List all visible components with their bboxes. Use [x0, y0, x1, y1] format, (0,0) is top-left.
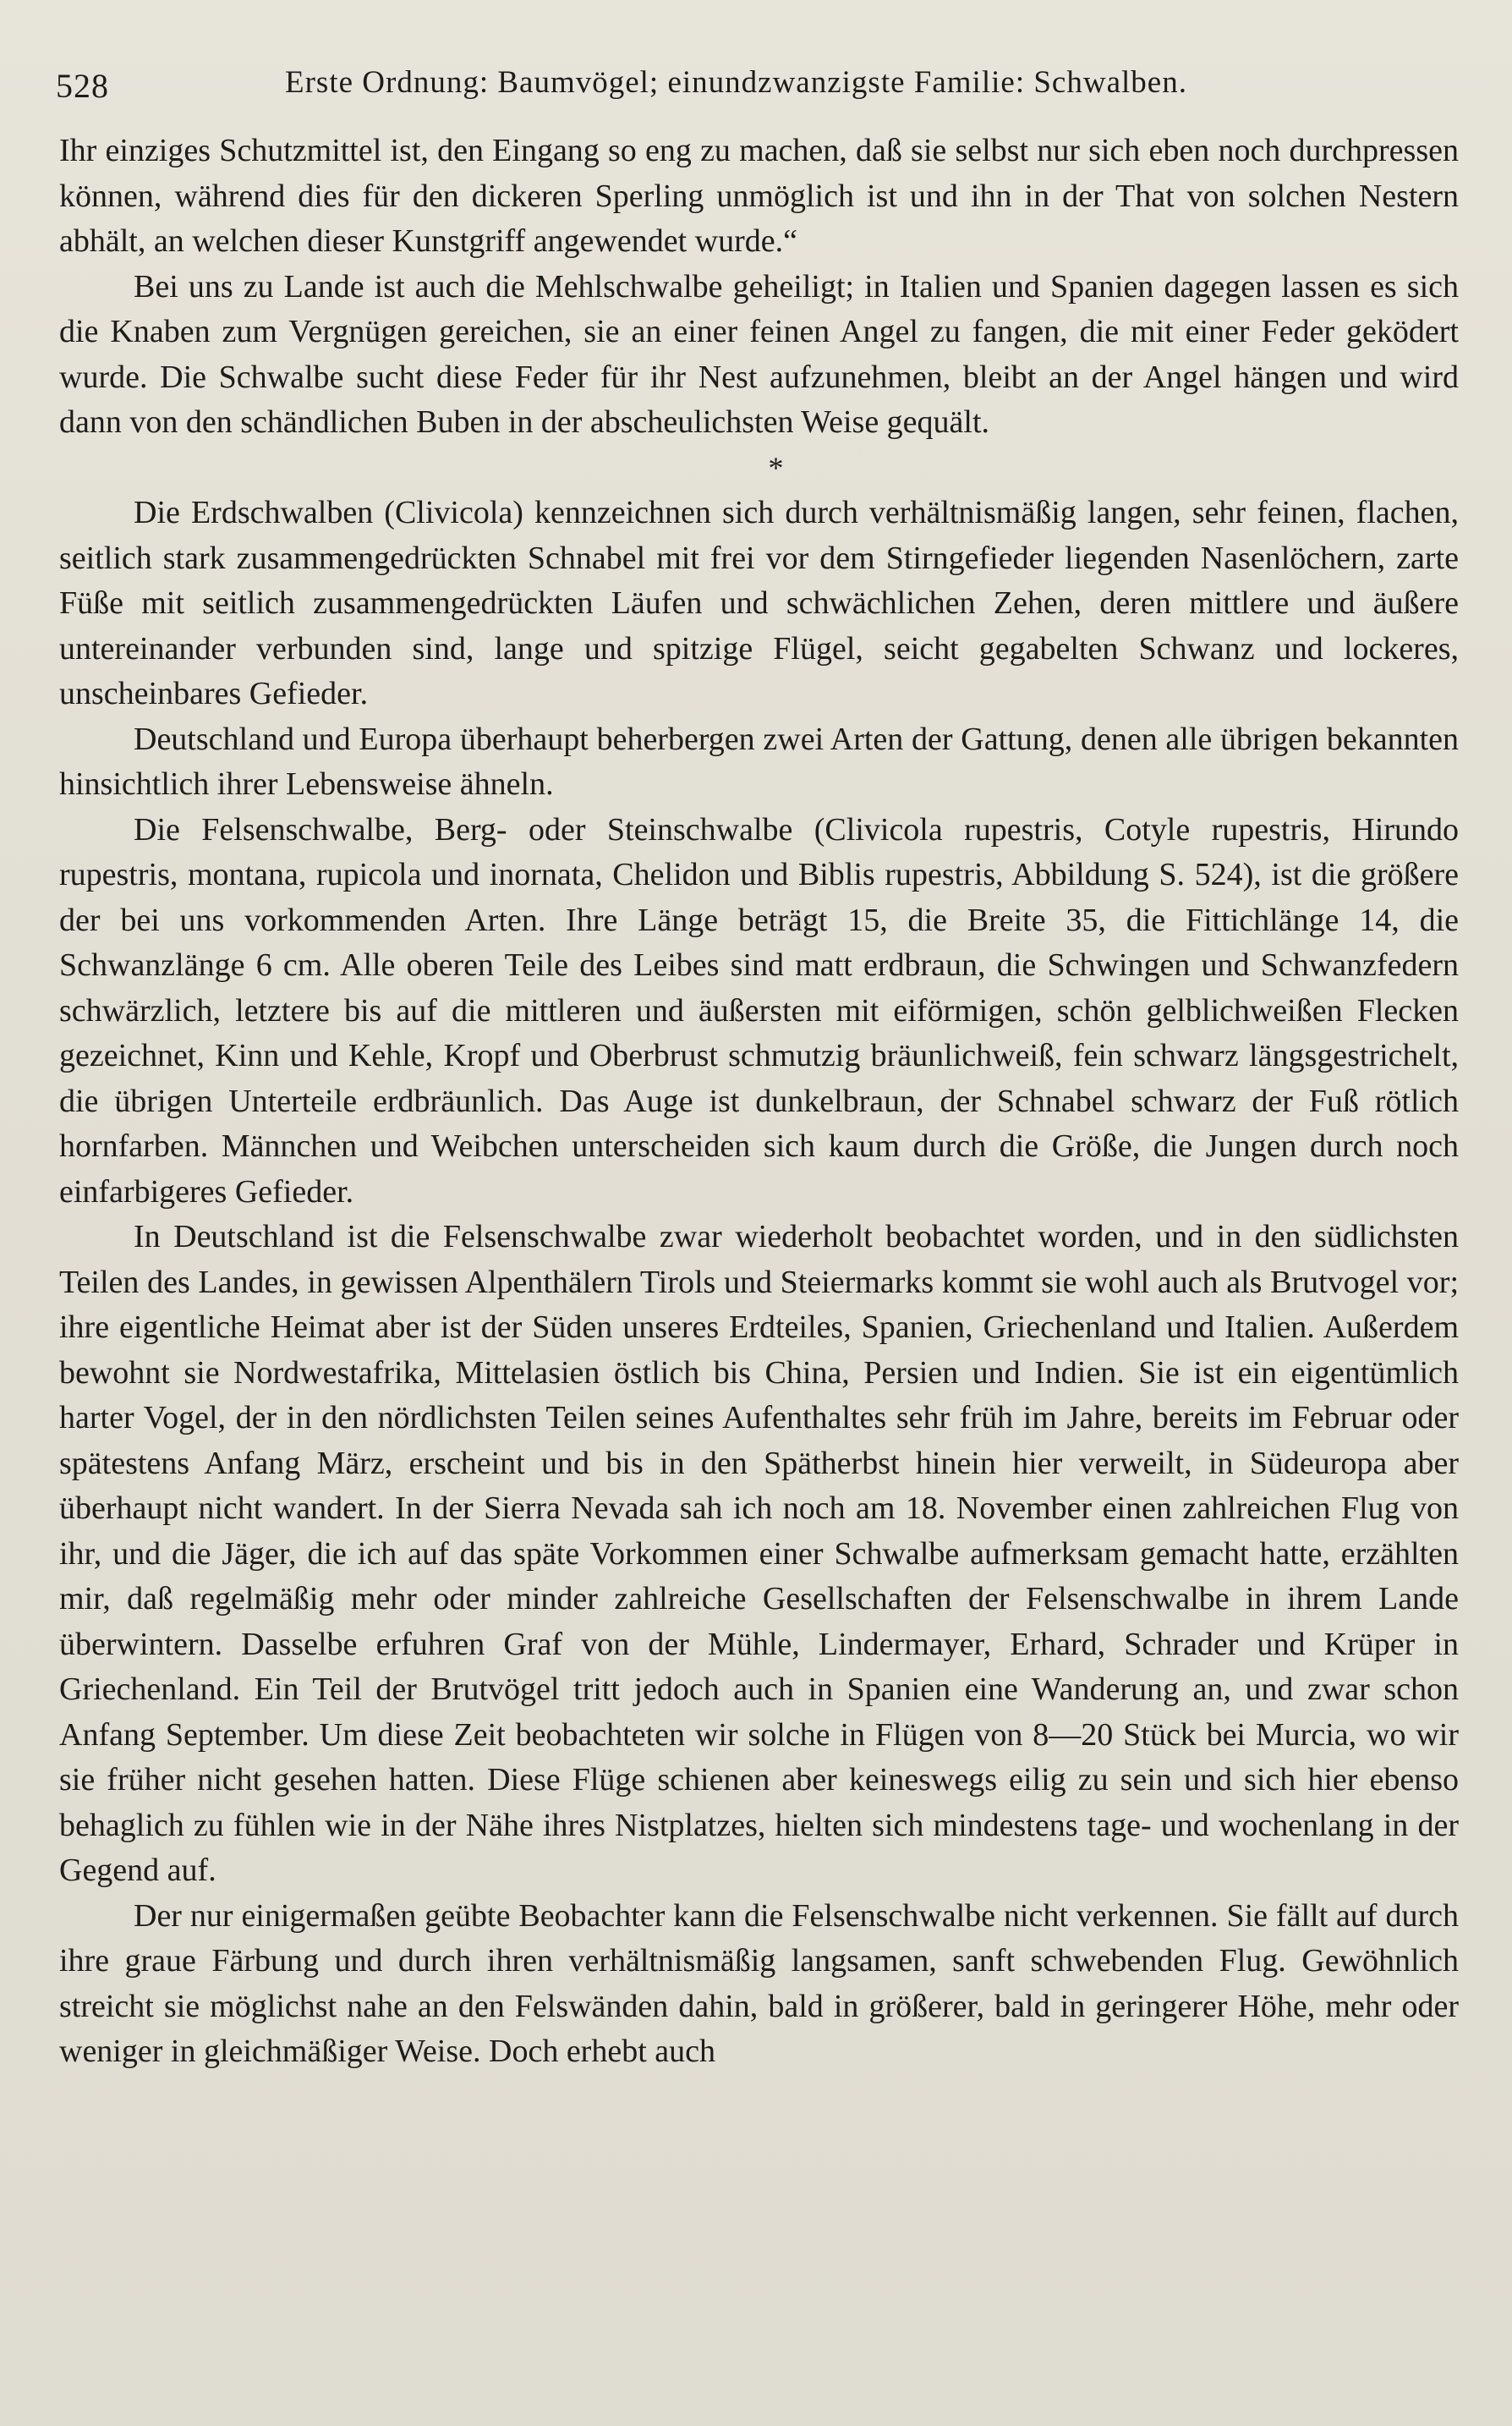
- paragraph-4: Deutschland und Europa überhaupt beherbergen zwei Arten der Gattung, denen alle übrigen bekannten hinsichtlich ihrer Lebensweise ähneln.: [59, 721, 1459, 802]
- paragraph-1: Ihr einziges Schutzmittel ist, den Eingang so eng zu machen, daß sie selbst nur sich eben noch durchpressen können, während dies für den dickeren Sperling unmöglich ist und ihn in der That von solchen Nestern abhält, an welchen dieser Kunstgriff angewendet wurde.“: [59, 133, 1459, 259]
- page-header: [52, 59, 1456, 110]
- running-head: Erste Ordnung: Baumvögel; einundzwanzigste Familie: Schwalben.: [285, 65, 1187, 100]
- paragraph-7: Der nur einigermaßen geübte Beobachter kann die Felsenschwalbe nicht verkennen. Sie fällt auf durch ihre graue Färbung und durch ihren verhältnismäßig langsamen, sanft schwebenden Flug. Gewöhnlich streicht sie möglichst nahe an den Felswänden dahin, bald in größerer, bald in geringerer Höhe, mehr oder weniger in gleichmäßiger Weise. Doch erhebt auch: [59, 1897, 1459, 2069]
- section-separator: *: [768, 450, 784, 485]
- paragraph-3: Die Erdschwalben (Clivicola) kennzeichnen sich durch verhältnismäßig langen, sehr feinen, flachen, seitlich stark zusammengedrückten Schnabel mit frei vor dem Stirngefieder liegenden Nasenlöchern, zarte Füße mit seitlich zusammengedrückten Läufen und schwächlichen Zehen, deren mittlere und äußere untereinander verbunden sind, lange und spitzige Flügel, seicht gegabelten Schwanz und lockeres, unscheinbares Gefieder.: [59, 495, 1459, 711]
- body-text: [59, 129, 1459, 2075]
- paragraph-6: In Deutschland ist die Felsenschwalbe zwar wiederholt beobachtet worden, und in den südlichsten Teilen des Landes, in gewissen Alpenthälern Tirols und Steiermarks kommt sie wohl auch als Brutvogel vor; ihre eigentliche Heimat aber ist der Süden unseres Erdteiles, Spanien, Griechenland und Italien. Außerdem bewohnt sie Nordwestafrika, Mittelasien östlich bis China, Persien und Indien. Sie ist ein eigentümlich harter Vogel, der in den nördlichsten Teilen seines Aufenthaltes sehr früh im Jahre, bereits im Februar oder spätestens Anfang März, erscheint und bis in den Spätherbst hinein hier verweilt, in Südeuropa aber überhaupt nicht wandert. In der Sierra Nevada sah ich noch am 18. November einen zahlreichen Flug von ihr, und die Jäger, die ich auf das späte Vorkommen einer Schwalbe aufmerksam gemacht hatte, erzählten mir, daß regelmäßig mehr oder minder zahlreiche Gesellschaften der Felsenschwalbe in ihrem Lande überwintern. Dasselbe erfuhren Graf von der Mühle, Lindermayer, Erhard, Schrader und Krüper in Griechenland. Ein Teil der Brutvögel tritt jedoch auch in Spanien eine Wanderung an, und zwar schon Anfang September. Um diese Zeit beobachteten wir solche in Flügen von 8—20 Stück bei Murcia, wo wir sie früher nicht gesehen hatten. Diese Flüge schienen aber keineswegs eilig zu sein und sich hier ebenso behaglich zu fühlen wie in der Nähe ihres Nistplatzes, hielten sich mindestens tage- und wochenlang in der Gegend auf.: [59, 1219, 1459, 1888]
- page-number: 528: [56, 67, 109, 105]
- paragraph-2: Bei uns zu Lande ist auch die Mehlschwalbe geheiligt; in Italien und Spanien dagegen lassen es sich die Knaben zum Vergnügen gereichen, sie an einer feinen Angel zu fangen, die mit einer Feder geködert wurde. Die Schwalbe sucht diese Feder für ihr Nest aufzunehmen, bleibt an der Angel hängen und wird dann von den schändlichen Buben in der abscheulichsten Weise gequält.: [59, 268, 1459, 440]
- paragraph-5: Die Felsenschwalbe, Berg- oder Steinschwalbe (Clivicola rupestris, Cotyle rupestris, Hirundo rupestris, montana, rupicola und inornata, Chelidon und Biblis rupestris, Abbildung S. 524), ist die größere der bei uns vorkommenden Arten. Ihre Länge beträgt 15, die Breite 35, die Fittichlänge 14, die Schwanzlänge 6 cm. Alle oberen Teile des Leibes sind matt erdbraun, die Schwingen und Schwanzfedern schwärzlich, letztere bis auf die mittleren und äußersten mit eiförmigen, schön gelblichweißen Flecken gezeichnet, Kinn und Kehle, Kropf und Oberbrust schmutzig bräunlichweiß, fein schwarz längsgestrichelt, die übrigen Unterteile erdbräunlich. Das Auge ist dunkelbraun, der Schnabel schwarz der Fuß rötlich hornfarben. Männchen und Weibchen unterscheiden sich kaum durch die Größe, die Jungen durch noch einfarbigeres Gefieder.: [59, 811, 1459, 1210]
